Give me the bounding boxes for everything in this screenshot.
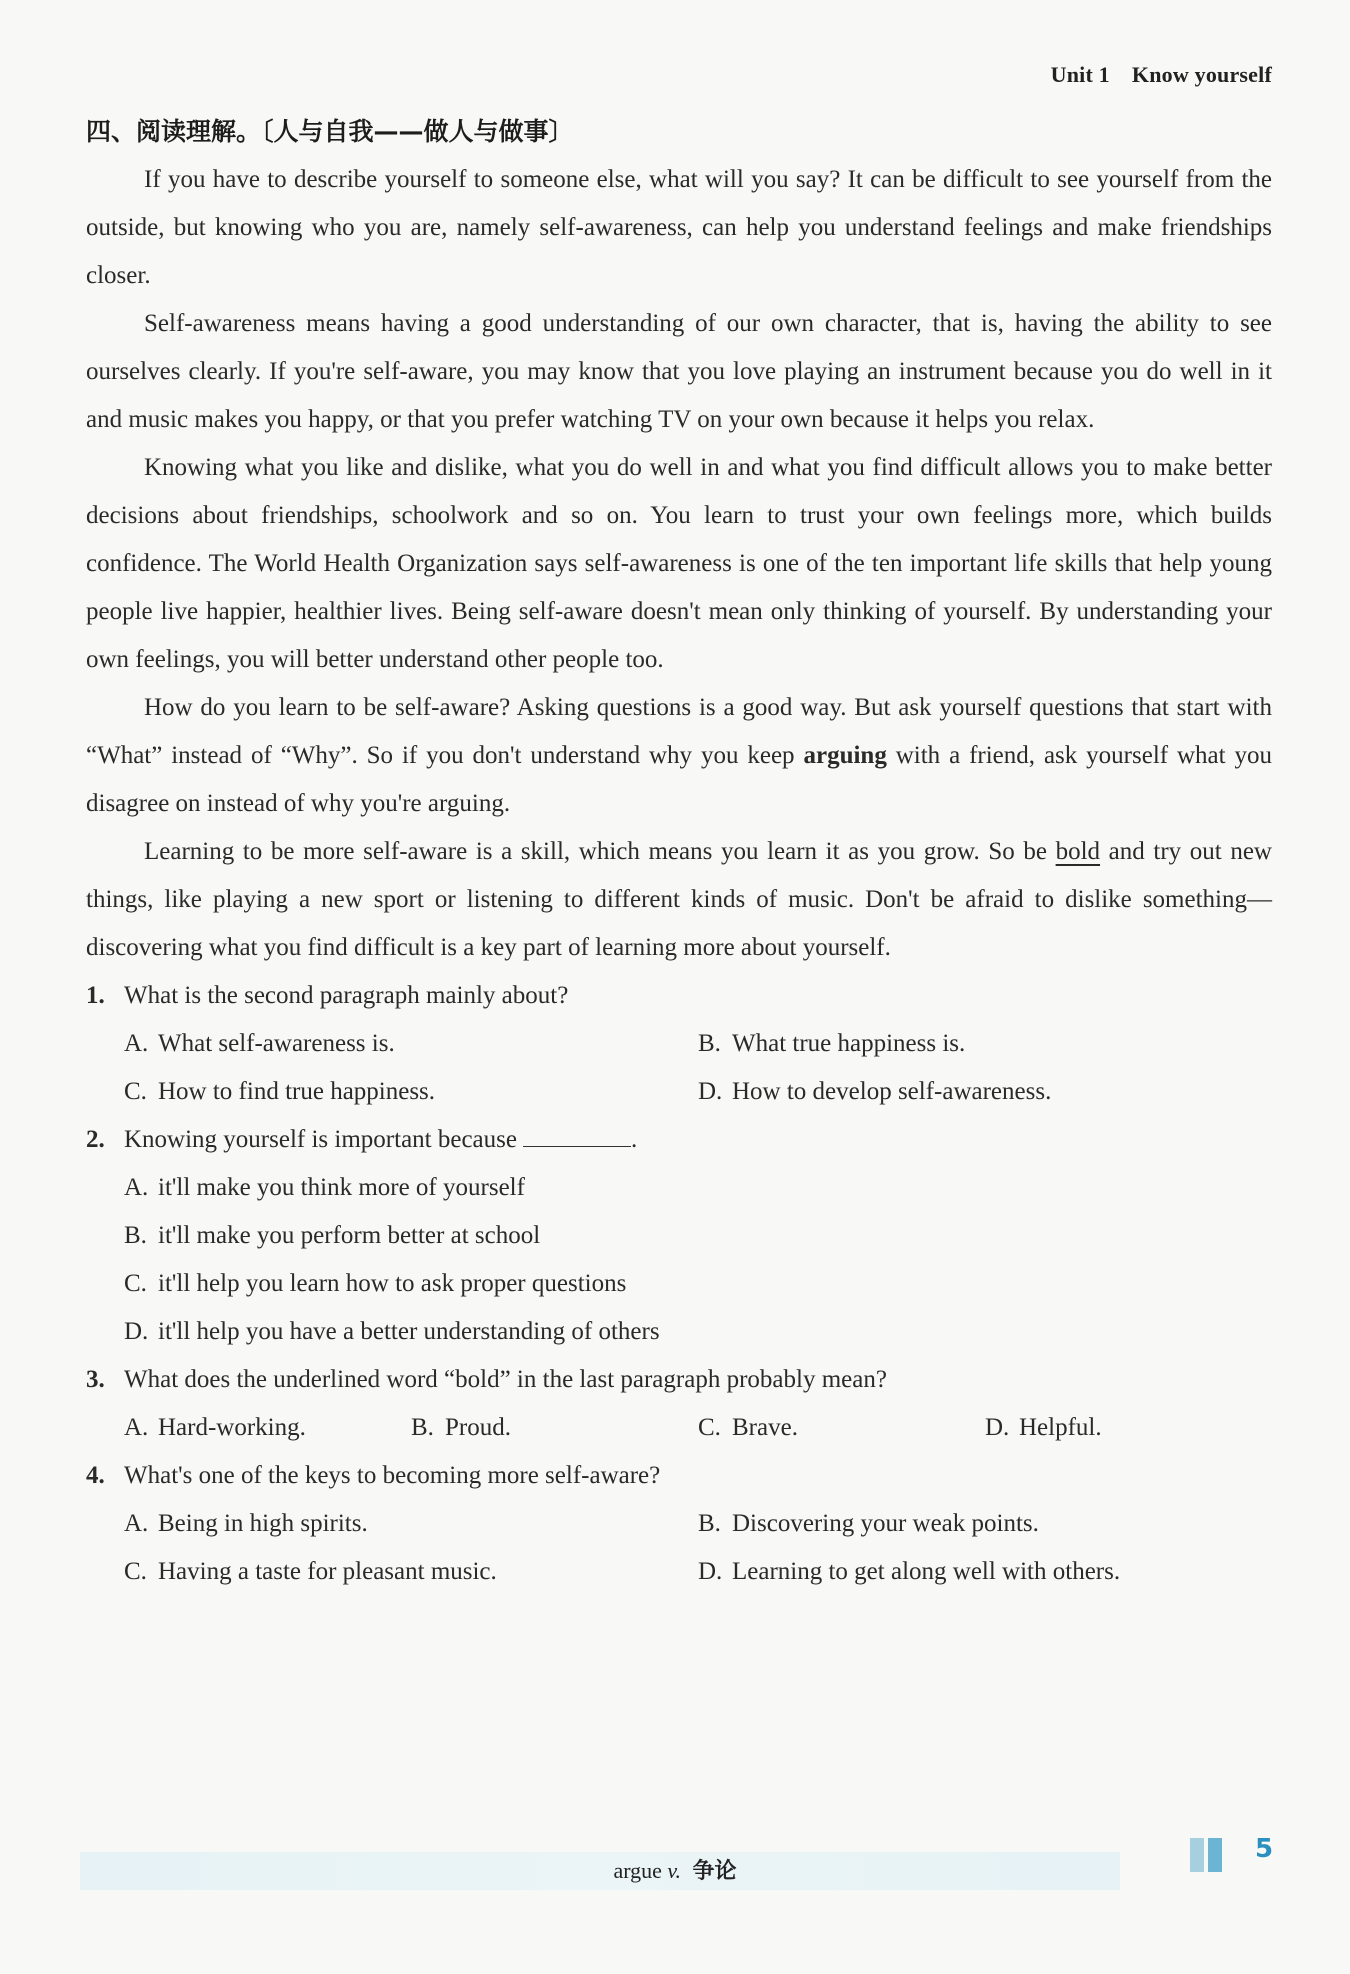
unit-label: Unit 1 <box>1050 62 1110 87</box>
option-c[interactable] <box>124 1548 698 1596</box>
option-text: it'll help you have a better understanding of others <box>158 1318 660 1345</box>
question-number: 3. <box>86 1366 105 1393</box>
footer-part-of-speech: v. <box>667 1858 682 1883</box>
option-b[interactable] <box>698 1020 1272 1068</box>
section-title: 四、阅读理解。〔人与自我——做人与做事〕 <box>86 117 574 146</box>
option-b[interactable] <box>124 1212 1272 1260</box>
paragraph-5 <box>86 828 1272 972</box>
option-letter: D. <box>698 1078 723 1105</box>
option-text: Helpful. <box>1019 1414 1102 1441</box>
option-b[interactable] <box>698 1500 1272 1548</box>
paragraph-5-text-b: and try out new things, like playing a new sport or listening to different kinds of music. Don't be afraid to dislike something—discovering what you find difficult is a key part of learning more about yourself. <box>86 838 1272 961</box>
option-a[interactable] <box>124 1500 698 1548</box>
option-text: Having a taste for pleasant music. <box>158 1558 497 1585</box>
question-1-options <box>86 1020 1272 1116</box>
page-marker-bars <box>1190 1838 1226 1874</box>
option-text: it'll help you learn how to ask proper questions <box>158 1270 627 1297</box>
option-letter: A. <box>124 1510 149 1537</box>
unit-title: Know yourself <box>1131 62 1272 87</box>
answer-blank[interactable] <box>523 1124 631 1147</box>
paragraph-3: Knowing what you like and dislike, what you do well in and what you find difficult allows you to make better decisions about friendships, schoolwork and so on. You learn to trust your own feelings more, which builds confidence. The World Health Organization says self-awareness is one of the ten important life skills that help young people live happier, healthier lives. Being self-aware doesn't mean only thinking of yourself. By understanding your own feelings, you will better understand other people too. <box>86 454 1272 673</box>
option-text: How to find true happiness. <box>158 1078 436 1105</box>
question-2 <box>86 1116 1272 1164</box>
question-end-punct: . <box>630 1126 638 1153</box>
question-3-options <box>86 1404 1272 1452</box>
paragraph-5-text-a: Learning to be more self-aware is a skill, which means you learn it as you grow. So be <box>144 838 1056 865</box>
option-letter: A. <box>124 1414 149 1441</box>
question-number: 1. <box>86 982 105 1009</box>
option-text: Hard-working. <box>158 1414 306 1441</box>
option-text: How to develop self-awareness. <box>732 1078 1052 1105</box>
option-letter: C. <box>698 1414 721 1441</box>
question-2-options <box>86 1164 1272 1356</box>
paragraph-4 <box>86 684 1272 828</box>
footer-meaning: 争论 <box>692 1859 737 1884</box>
option-a[interactable] <box>124 1020 698 1068</box>
option-letter: B. <box>411 1414 434 1441</box>
option-d[interactable] <box>985 1404 1272 1452</box>
question-4 <box>86 1452 1272 1500</box>
option-text: Proud. <box>445 1414 511 1441</box>
question-text: Knowing yourself is important because <box>124 1126 517 1153</box>
question-3 <box>86 1356 1272 1404</box>
option-c[interactable] <box>698 1404 985 1452</box>
paragraph-4-text-a: How do you learn to be self-aware? Asking questions is a good way. But ask yourself questions that start with “What” instead of “Why”. So if you don't understand why you keep <box>86 694 1272 769</box>
option-d[interactable] <box>124 1308 1272 1356</box>
option-text: Learning to get along well with others. <box>732 1558 1121 1585</box>
option-text: What true happiness is. <box>732 1030 966 1057</box>
underlined-word-bold: bold <box>1055 838 1101 865</box>
option-text: Discovering your weak points. <box>732 1510 1039 1537</box>
page-number: 5 <box>1255 1834 1274 1864</box>
option-letter: A. <box>124 1174 149 1201</box>
paragraph-2: Self-awareness means having a good understanding of our own character, that is, having the ability to see ourselves clearly. If you're self-aware, you may know that you love playing an instrument because you do well in it and music makes you happy, or that you prefer watching TV on your own because it helps you relax. <box>86 310 1272 433</box>
marker-bar <box>1190 1838 1204 1872</box>
option-letter: D. <box>698 1558 723 1585</box>
option-d[interactable] <box>698 1068 1272 1116</box>
question-number: 4. <box>86 1462 105 1489</box>
footer-word: argue <box>613 1858 662 1883</box>
question-1 <box>86 972 1272 1020</box>
option-text: it'll make you perform better at school <box>158 1222 541 1249</box>
option-c[interactable] <box>124 1068 698 1116</box>
option-letter: C. <box>124 1558 147 1585</box>
option-c[interactable] <box>124 1260 1272 1308</box>
option-letter: D. <box>124 1318 149 1345</box>
option-b[interactable] <box>411 1404 698 1452</box>
option-text: it'll make you think more of yourself <box>158 1174 525 1201</box>
option-letter: B. <box>698 1510 721 1537</box>
option-letter: C. <box>124 1270 147 1297</box>
running-header <box>1051 62 1272 88</box>
footer-vocab-note <box>0 1852 1350 1891</box>
option-text: Being in high spirits. <box>158 1510 368 1537</box>
option-letter: D. <box>985 1414 1010 1441</box>
question-text: What is the second paragraph mainly about? <box>124 982 569 1009</box>
option-a[interactable] <box>124 1164 1272 1212</box>
page-content <box>86 108 1272 1596</box>
option-text: What self-awareness is. <box>158 1030 395 1057</box>
paragraph-4-text-b: with a friend, ask yourself what you disagree on instead of why you're arguing. <box>86 742 1273 817</box>
option-letter: C. <box>124 1078 147 1105</box>
question-text: What does the underlined word “bold” in the last paragraph probably mean? <box>124 1366 887 1393</box>
option-a[interactable] <box>124 1404 411 1452</box>
question-4-options <box>86 1500 1272 1596</box>
option-letter: A. <box>124 1030 149 1057</box>
option-letter: B. <box>698 1030 721 1057</box>
paragraph-1: If you have to describe yourself to someone else, what will you say? It can be difficult to see yourself from the outside, but knowing who you are, namely self-awareness, can help you understand feelings and make friendships closer. <box>86 166 1272 289</box>
option-text: Brave. <box>732 1414 798 1441</box>
option-letter: B. <box>124 1222 147 1249</box>
question-number: 2. <box>86 1126 105 1153</box>
marker-bar <box>1208 1838 1222 1872</box>
bold-word-arguing: arguing <box>803 742 887 769</box>
question-text: What's one of the keys to becoming more self-aware? <box>124 1462 661 1489</box>
option-d[interactable] <box>698 1548 1272 1596</box>
